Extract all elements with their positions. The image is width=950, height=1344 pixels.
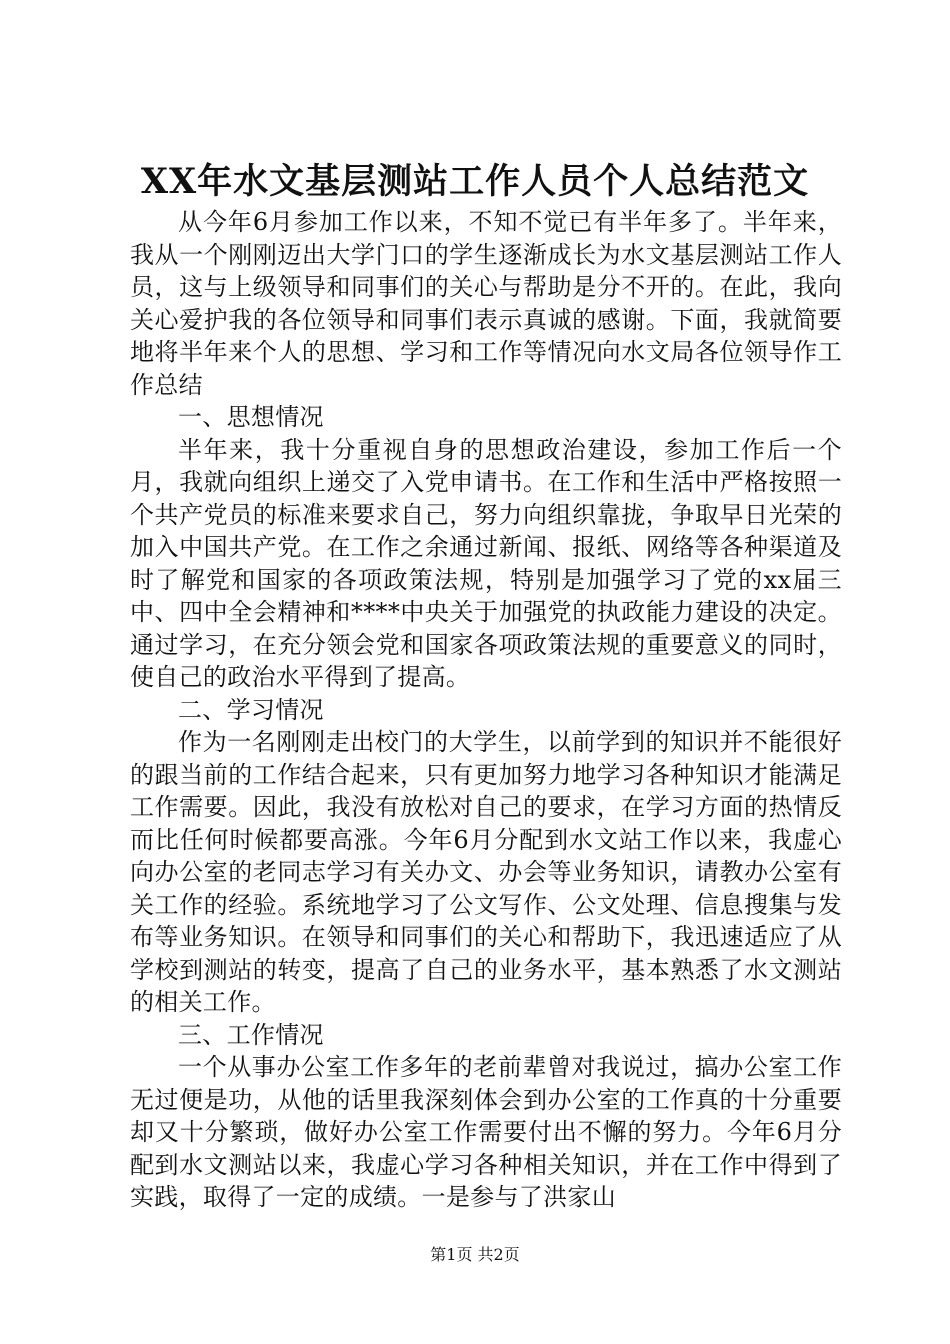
section-paragraph-work: 一个从事办公室工作多年的老前辈曾对我说过，搞办公室工作无过便是功，从他的话里我深刻体会到办公室的工作真的十分重要却又十分繁琐，做好办公室工作需要付出不懈的努力。今年6月分配到水文测站以来，我虚心学习各种相关知识，并在工作中得到了实践，取得了一定的成绩。一是参与了洪家山 xyxy=(130,1053,842,1211)
section-heading-work: 三、工作情况 xyxy=(178,1020,324,1049)
document-body xyxy=(130,206,842,1214)
section-heading-thought: 一、思想情况 xyxy=(178,403,324,431)
section-paragraph-study: 作为一名刚刚走出校门的大学生，以前学到的知识并不能很好的跟当前的工作结合起来，只有更加努力地学习各种知识才能满足工作需要。因此，我没有放松对自己的要求，在学习方面的热情反而比任何时候都要高涨。今年6月分配到水文站工作以来，我虚心向办公室的老同志学习有关办文、办会等业务知识，请教办公室有关工作的经验。系统地学习了公文写作、公文处理、信息搜集与发布等业务知识。在领导和同事们的关心和帮助下，我迅速适应了从学校到测站的转变，提高了自己的业务水平，基本熟悉了水文测站的相关工作。 xyxy=(130,728,842,1016)
section-heading-study: 二、学习情况 xyxy=(178,695,324,724)
intro-paragraph: 从今年6月参加工作以来，不知不觉已有半年多了。半年来，我从一个刚刚迈出大学门口的学生逐渐成长为水文基层测站工作人员，这与上级领导和同事们的关心与帮助是分不开的。在此，我向关心爱护我的各位领导和同事们表示真诚的感谢。下面，我就简要地将半年来个人的思想、学习和工作等情况向水文局各位领导作工作总结 xyxy=(130,208,842,399)
document-title: XX年水文基层测站工作人员个人总结范文 xyxy=(140,161,810,202)
page-number-footer: 第1页 共2页 xyxy=(430,1245,520,1264)
section-paragraph-thought: 半年来，我十分重视自身的思想政治建设，参加工作后一个月，我就向组织上递交了入党申请书。在工作和生活中严格按照一个共产党员的标准来要求自己，努力向组织靠拢，争取早日光荣的加入中国共产党。在工作之余通过新闻、报纸、网络等各种渠道及时了解党和国家的各项政策法规，特别是加强学习了党的xx届三中、四中全会精神和****中央关于加强党的执政能力建设的决定。通过学习，在充分领会党和国家各项政策法规的重要意义的同时，使自己的政治水平得到了提高。 xyxy=(130,435,842,691)
